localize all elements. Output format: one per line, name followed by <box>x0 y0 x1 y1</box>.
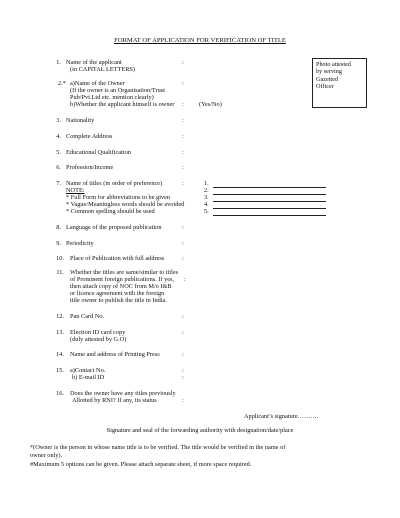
applicant-signature: Applicant’s signature………. <box>244 413 319 420</box>
colon: : <box>182 313 184 320</box>
colon: : <box>182 180 184 187</box>
item-label: Name and address of Printing Press <box>70 351 160 358</box>
item-label: a)Name of the Owner <box>70 80 125 87</box>
item-number: 3. <box>56 117 61 124</box>
item-label: Pan Card No. <box>70 313 105 320</box>
item-label: b) E-mail ID <box>72 374 105 381</box>
photo-box-line: Photo attested <box>316 61 351 68</box>
colon: : <box>182 59 184 66</box>
item-label: Nationality <box>66 117 95 124</box>
photo-box-line: Gazetted <box>316 75 338 83</box>
item-label: (in CAPITAL LETTERS) <box>70 66 136 73</box>
item-number: 14. <box>56 351 64 358</box>
title-option-number: 4. <box>204 201 209 208</box>
item-label: (duly attested by G.O) <box>70 336 127 343</box>
title-option-line[interactable] <box>213 208 326 209</box>
item-number: 1. <box>56 59 61 66</box>
item-number: 15. <box>56 367 64 374</box>
item-number: 12. <box>56 313 64 320</box>
colon: : <box>182 240 184 247</box>
colon: : <box>182 351 184 358</box>
yes-no-option: (Yes/No) <box>199 101 222 108</box>
item-number: 6. <box>56 164 61 171</box>
item-label: Profession/Income <box>66 164 114 171</box>
item-label: Does the owner have any titles previously <box>70 390 176 397</box>
footnote: #Maximum 5 options can be given. Please attach separate sheet, if more space required. <box>30 461 252 468</box>
note-line: * Vague/Meaningless words should be avoided <box>66 201 185 208</box>
colon: : <box>182 255 184 262</box>
colon: : <box>182 164 184 171</box>
title-option-number: 2. <box>204 187 209 194</box>
colon: : <box>182 117 184 124</box>
forwarding-authority-seal: Signature and seal of the forwarding authority with designation/date/place <box>106 427 294 434</box>
item-label: Election ID card copy <box>70 329 126 336</box>
item-label: Periodicity <box>66 240 94 247</box>
title-option-line[interactable] <box>213 201 326 202</box>
item-label: Whether the titles are same/similar to titles <box>70 269 179 276</box>
item-number: 5. <box>56 149 61 156</box>
item-number: 8. <box>56 224 61 231</box>
item-label: (If the owner is an Organisation/Trust <box>70 87 165 94</box>
photo-box-line: Officer <box>316 83 334 91</box>
note-line: * Full Form for abbreviations to be given <box>66 194 171 201</box>
photo-box <box>312 58 367 108</box>
colon: : <box>182 329 184 336</box>
note-heading: NOTE: <box>66 187 85 194</box>
title-option-line[interactable] <box>213 215 326 216</box>
item-label: Educational Qualification <box>66 149 131 156</box>
item-number: 9. <box>56 240 61 247</box>
item-label: Allotted by RNI? If any, its status <box>72 397 157 404</box>
title-option-line[interactable] <box>213 187 326 188</box>
item-label: Pub/Pvt.Ltd etc. mention clearly) <box>70 94 154 101</box>
item-label: of Prominent foreign publications. If yes, <box>70 276 175 283</box>
form-title: FORMAT OF APPLICATION FOR VERIFICATION OF TITLE <box>114 37 286 44</box>
item-label: Name of titles (in order of preference) <box>66 180 163 187</box>
colon: : <box>182 149 184 156</box>
colon: : <box>182 374 184 381</box>
item-label: a)Contact No. <box>70 367 106 374</box>
colon: : <box>182 367 184 374</box>
item-label: Language of the proposed publication <box>66 224 162 231</box>
item-label: then attach copy of NOC from M/o I&B <box>70 283 172 290</box>
colon: : <box>184 276 186 283</box>
note-line: * Common spelling should be used <box>66 208 155 215</box>
item-label: b)Whether the applicant himself is owner <box>70 101 175 108</box>
item-number: 10. <box>56 255 64 262</box>
footnote: owner only). <box>30 452 63 459</box>
item-number: 2.* <box>58 80 66 87</box>
item-number: 11. <box>56 269 64 276</box>
title-option-number: 5. <box>204 208 209 215</box>
item-label: Place of Publication with full address <box>70 255 165 262</box>
item-label: title owner to publish the title in India. <box>70 297 167 304</box>
colon: : <box>182 224 184 231</box>
title-option-line[interactable] <box>213 194 326 195</box>
item-number: 13. <box>56 329 64 336</box>
item-number: 16. <box>56 390 64 397</box>
photo-box-line: by serving <box>316 68 342 76</box>
colon: : <box>182 80 184 87</box>
colon: : <box>182 133 184 140</box>
item-number: 7. <box>56 180 61 187</box>
item-label: or licence agreement with the foreign <box>70 290 165 297</box>
item-label: Complete Address <box>66 133 113 140</box>
title-option-number: 3. <box>204 194 209 201</box>
colon: : <box>182 101 184 108</box>
title-option-number: 1. <box>204 180 209 187</box>
item-number: 4. <box>56 133 61 140</box>
footnote: *(Owner is the person in whose name title is to be verified. The title would be verified in the name of <box>30 444 286 451</box>
colon: : <box>182 397 184 404</box>
item-label: Name of the applicant <box>66 59 122 66</box>
